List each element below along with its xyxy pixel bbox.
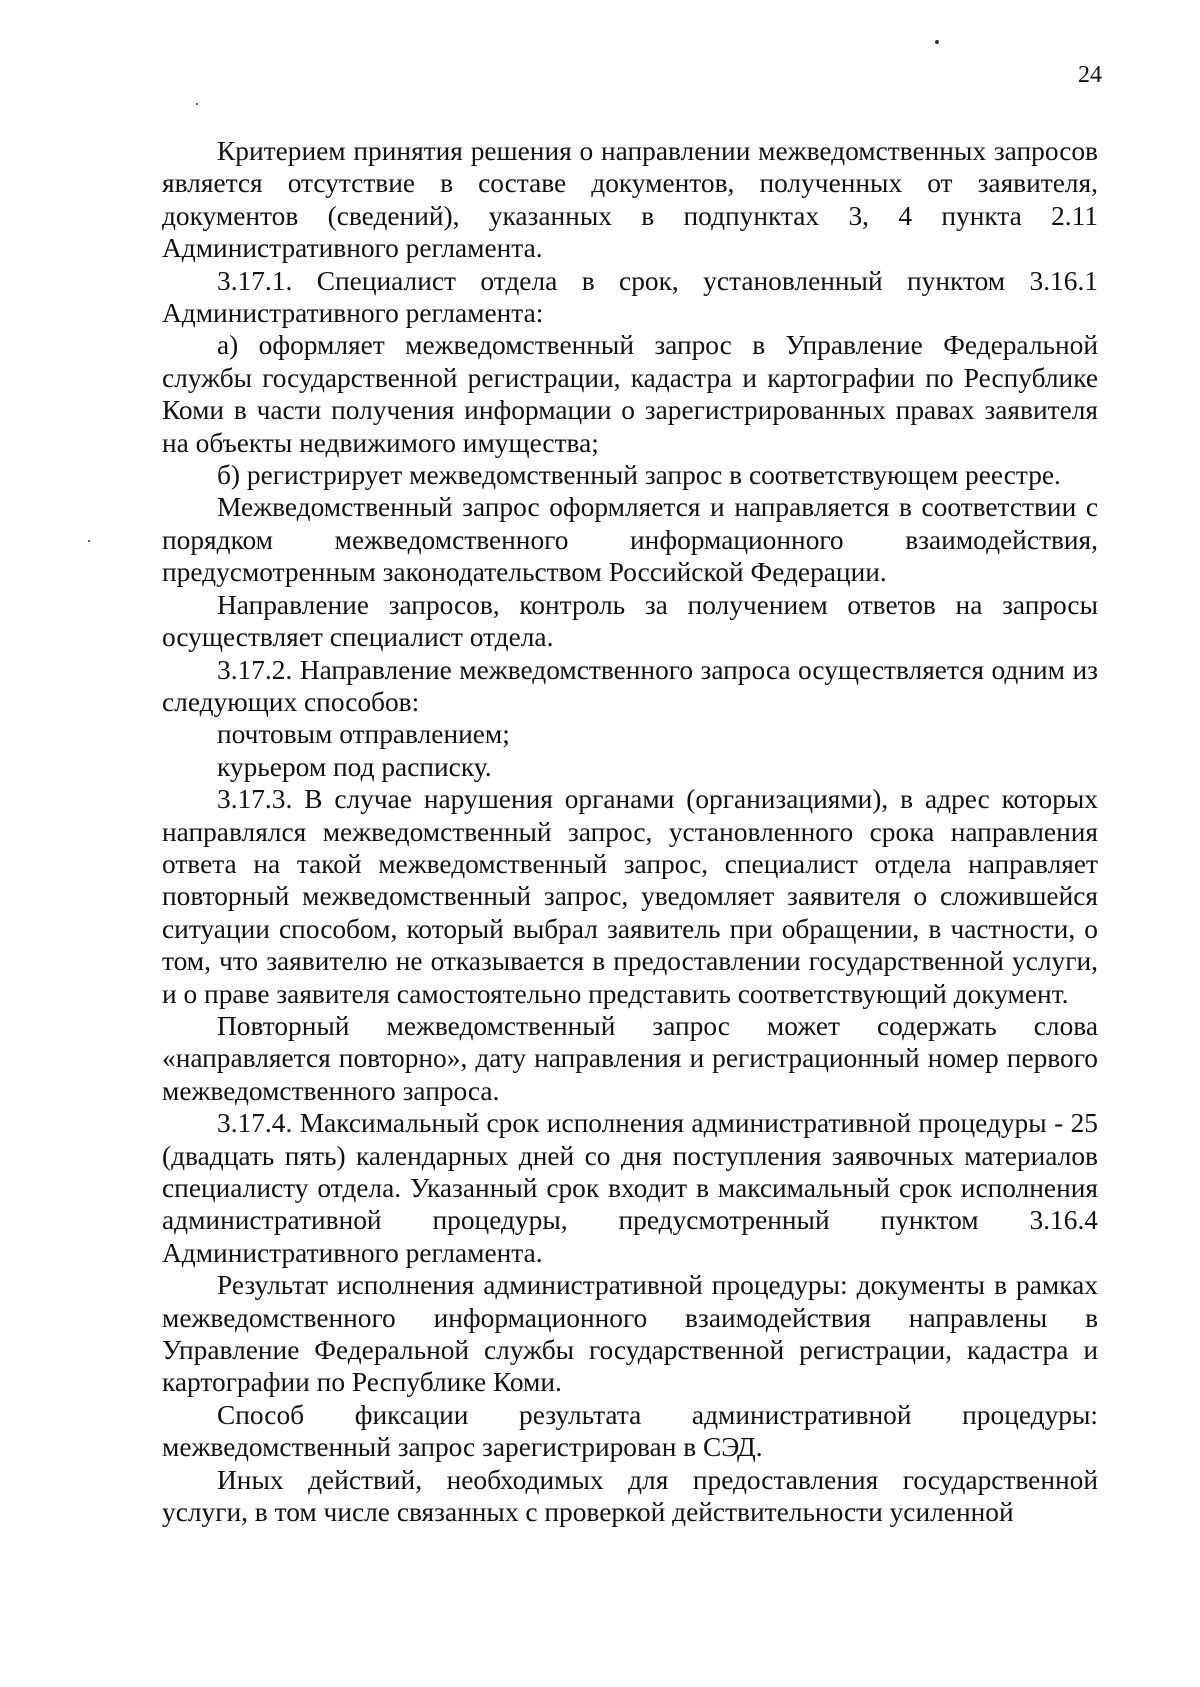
page-number: 24: [1078, 62, 1102, 88]
paragraph-request-formation: Межведомственный запрос оформляется и направляется в соответствии с порядком межведомственного информационного взаимодействия, предусмотренным законодательством Российской Федерации.: [162, 492, 1098, 588]
paragraph-3-17-4: 3.17.4. Максимальный срок исполнения административной процедуры - 25 (двадцать пять) календарных дней со дня поступления заявочных материалов специалисту отдела. Указанный срок входит в максимальный срок исполнения административной процедуры, предусмотренный пунктом 3.16.4 Административного регламента.: [162, 1108, 1098, 1268]
paragraph-method-post: почтовым отправлением;: [217, 719, 510, 750]
paragraph-other-actions: Иных действий, необходимых для предоставления государственной услуги, в том числе связанных с проверкой действительности усиленной: [162, 1464, 1098, 1528]
paragraph-3-17-2: 3.17.2. Направление межведомственного запроса осуществляется одним из следующих способов:: [162, 654, 1098, 717]
scan-speck: [196, 103, 198, 105]
document-body: [162, 135, 1098, 1528]
scan-speck: [935, 40, 939, 44]
paragraph-criteria: Критерием принятия решения о направлении межведомственных запросов является отсутствие в составе документов, полученных от заявителя, документов (сведений), указанных в подпунктах 3, 4 пункта 2.11 Административного регламента.: [162, 136, 1098, 264]
paragraph-3-17-3: 3.17.3. В случае нарушения органами (организациями), в адрес которых направлялся межведомственный запрос, установленного срока направления ответа на такой межведомственный запрос, специалист отдела направляет повторный межведомственный запрос, уведомляет заявителя о сложившейся ситуации способом, который выбрал заявитель при обращении, в частности, о том, что заявителю не отказывается в предоставлении государственной услуги, и о праве заявителя самостоятельно представить соответствующий документ.: [162, 784, 1098, 1009]
scan-speck: [88, 540, 90, 542]
paragraph-3-17-1: 3.17.1. Специалист отдела в срок, установленный пунктом 3.16.1 Административного регламента:: [162, 265, 1098, 329]
paragraph-request-control: Направление запросов, контроль за получением ответов на запросы осуществляет специалист отдела.: [162, 589, 1098, 653]
paragraph-result: Результат исполнения административной процедуры: документы в рамках межведомственного информационного взаимодействия направлены в Управление Федеральной службы государственной регистрации, кадастра и картографии по Республике Коми.: [162, 1270, 1098, 1398]
paragraph-fixation: Способ фиксации результата административной процедуры: межведомственный запрос зарегистрирован в СЭД.: [162, 1399, 1098, 1463]
paragraph-repeat-request: Повторный межведомственный запрос может содержать слова «направляется повторно», дату направления и регистрационный номер первого межведомственного запроса.: [162, 1010, 1098, 1106]
paragraph-method-courier: курьером под расписку.: [217, 751, 492, 782]
paragraph-item-b: б) регистрирует межведомственный запрос в соответствующем реестре.: [217, 460, 1061, 491]
paragraph-item-a: а) оформляет межведомственный запрос в Управление Федеральной службы государственной регистрации, кадастра и картографии по Республике Коми в части получения информации о зарегистрированных правах заявителя на объекты недвижимого имущества;: [162, 330, 1098, 458]
